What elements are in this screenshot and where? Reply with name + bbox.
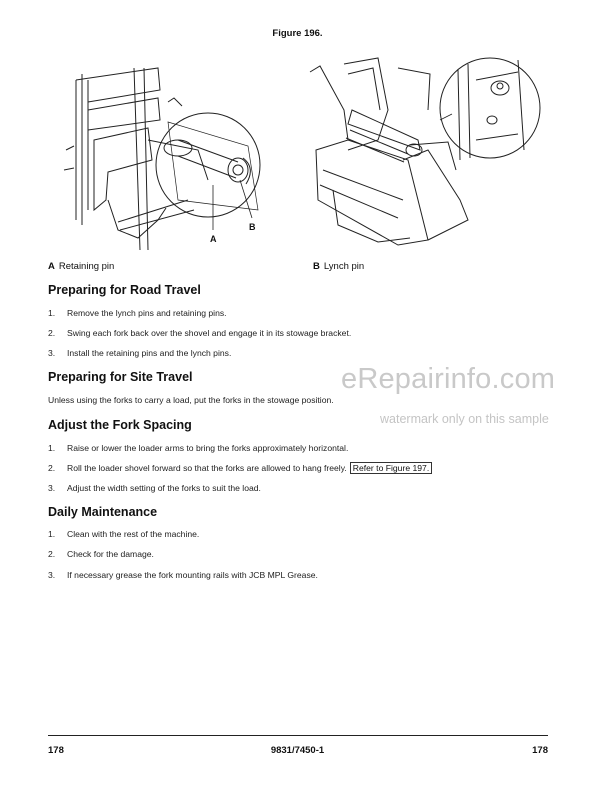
- figure-title: Figure 196.: [272, 28, 323, 39]
- heading-site-travel: Preparing for Site Travel: [48, 370, 193, 384]
- retaining-pin-detail: [164, 122, 258, 210]
- site-travel-text: Unless using the forks to carry a load, put the forks in the stowage position.: [48, 395, 334, 405]
- footer-divider: [48, 735, 548, 736]
- heading-road-travel: Preparing for Road Travel: [48, 283, 201, 297]
- refer-to-figure-197-link[interactable]: Refer to Figure 197.: [350, 462, 432, 474]
- callout-b: B: [249, 222, 256, 232]
- page-number-left: 178: [48, 745, 64, 756]
- list-item: 2. Roll the loader shovel forward so that the forks are allowed to hang freely. Refer to Figure 197.: [48, 463, 432, 473]
- caption-a: [48, 261, 114, 272]
- caption-a-letter: A: [48, 261, 55, 272]
- heading-fork-spacing: Adjust the Fork Spacing: [48, 418, 192, 432]
- figure-196-illustration: [48, 50, 548, 260]
- list-item: 2. Swing each fork back over the shovel and engage it in its stowage bracket.: [48, 328, 352, 338]
- caption-a-text: Retaining pin: [58, 261, 115, 272]
- document-number: 9831/7450-1: [270, 745, 325, 756]
- watermark-main: eRepairinfo.com: [341, 363, 556, 395]
- page-number-right: 178: [532, 745, 548, 756]
- caption-b-letter: B: [313, 261, 320, 272]
- detail-circle-right: [440, 58, 540, 158]
- lynch-pin-detail: [458, 60, 524, 160]
- list-item: 3. If necessary grease the fork mounting rails with JCB MPL Grease.: [48, 570, 318, 580]
- loader-shovel-drawing: [310, 58, 468, 245]
- caption-b-text: Lynch pin: [323, 261, 365, 272]
- list-item: 3. Adjust the width setting of the forks to suit the load.: [48, 483, 261, 493]
- callout-a: A: [210, 234, 217, 244]
- caption-b: [313, 261, 364, 272]
- heading-daily-maintenance: Daily Maintenance: [48, 505, 158, 519]
- list-item: 1. Clean with the rest of the machine.: [48, 529, 200, 539]
- list-item: 2. Check for the damage.: [48, 549, 154, 559]
- detail-circle-left: [156, 113, 260, 217]
- list-item: 3. Install the retaining pins and the lynch pins.: [48, 348, 232, 358]
- list-item: 1. Raise or lower the loader arms to bring the forks approximately horizontal.: [48, 443, 349, 453]
- list-item: 1. Remove the lynch pins and retaining pins.: [48, 308, 227, 318]
- watermark-sub: watermark only on this sample: [380, 412, 549, 426]
